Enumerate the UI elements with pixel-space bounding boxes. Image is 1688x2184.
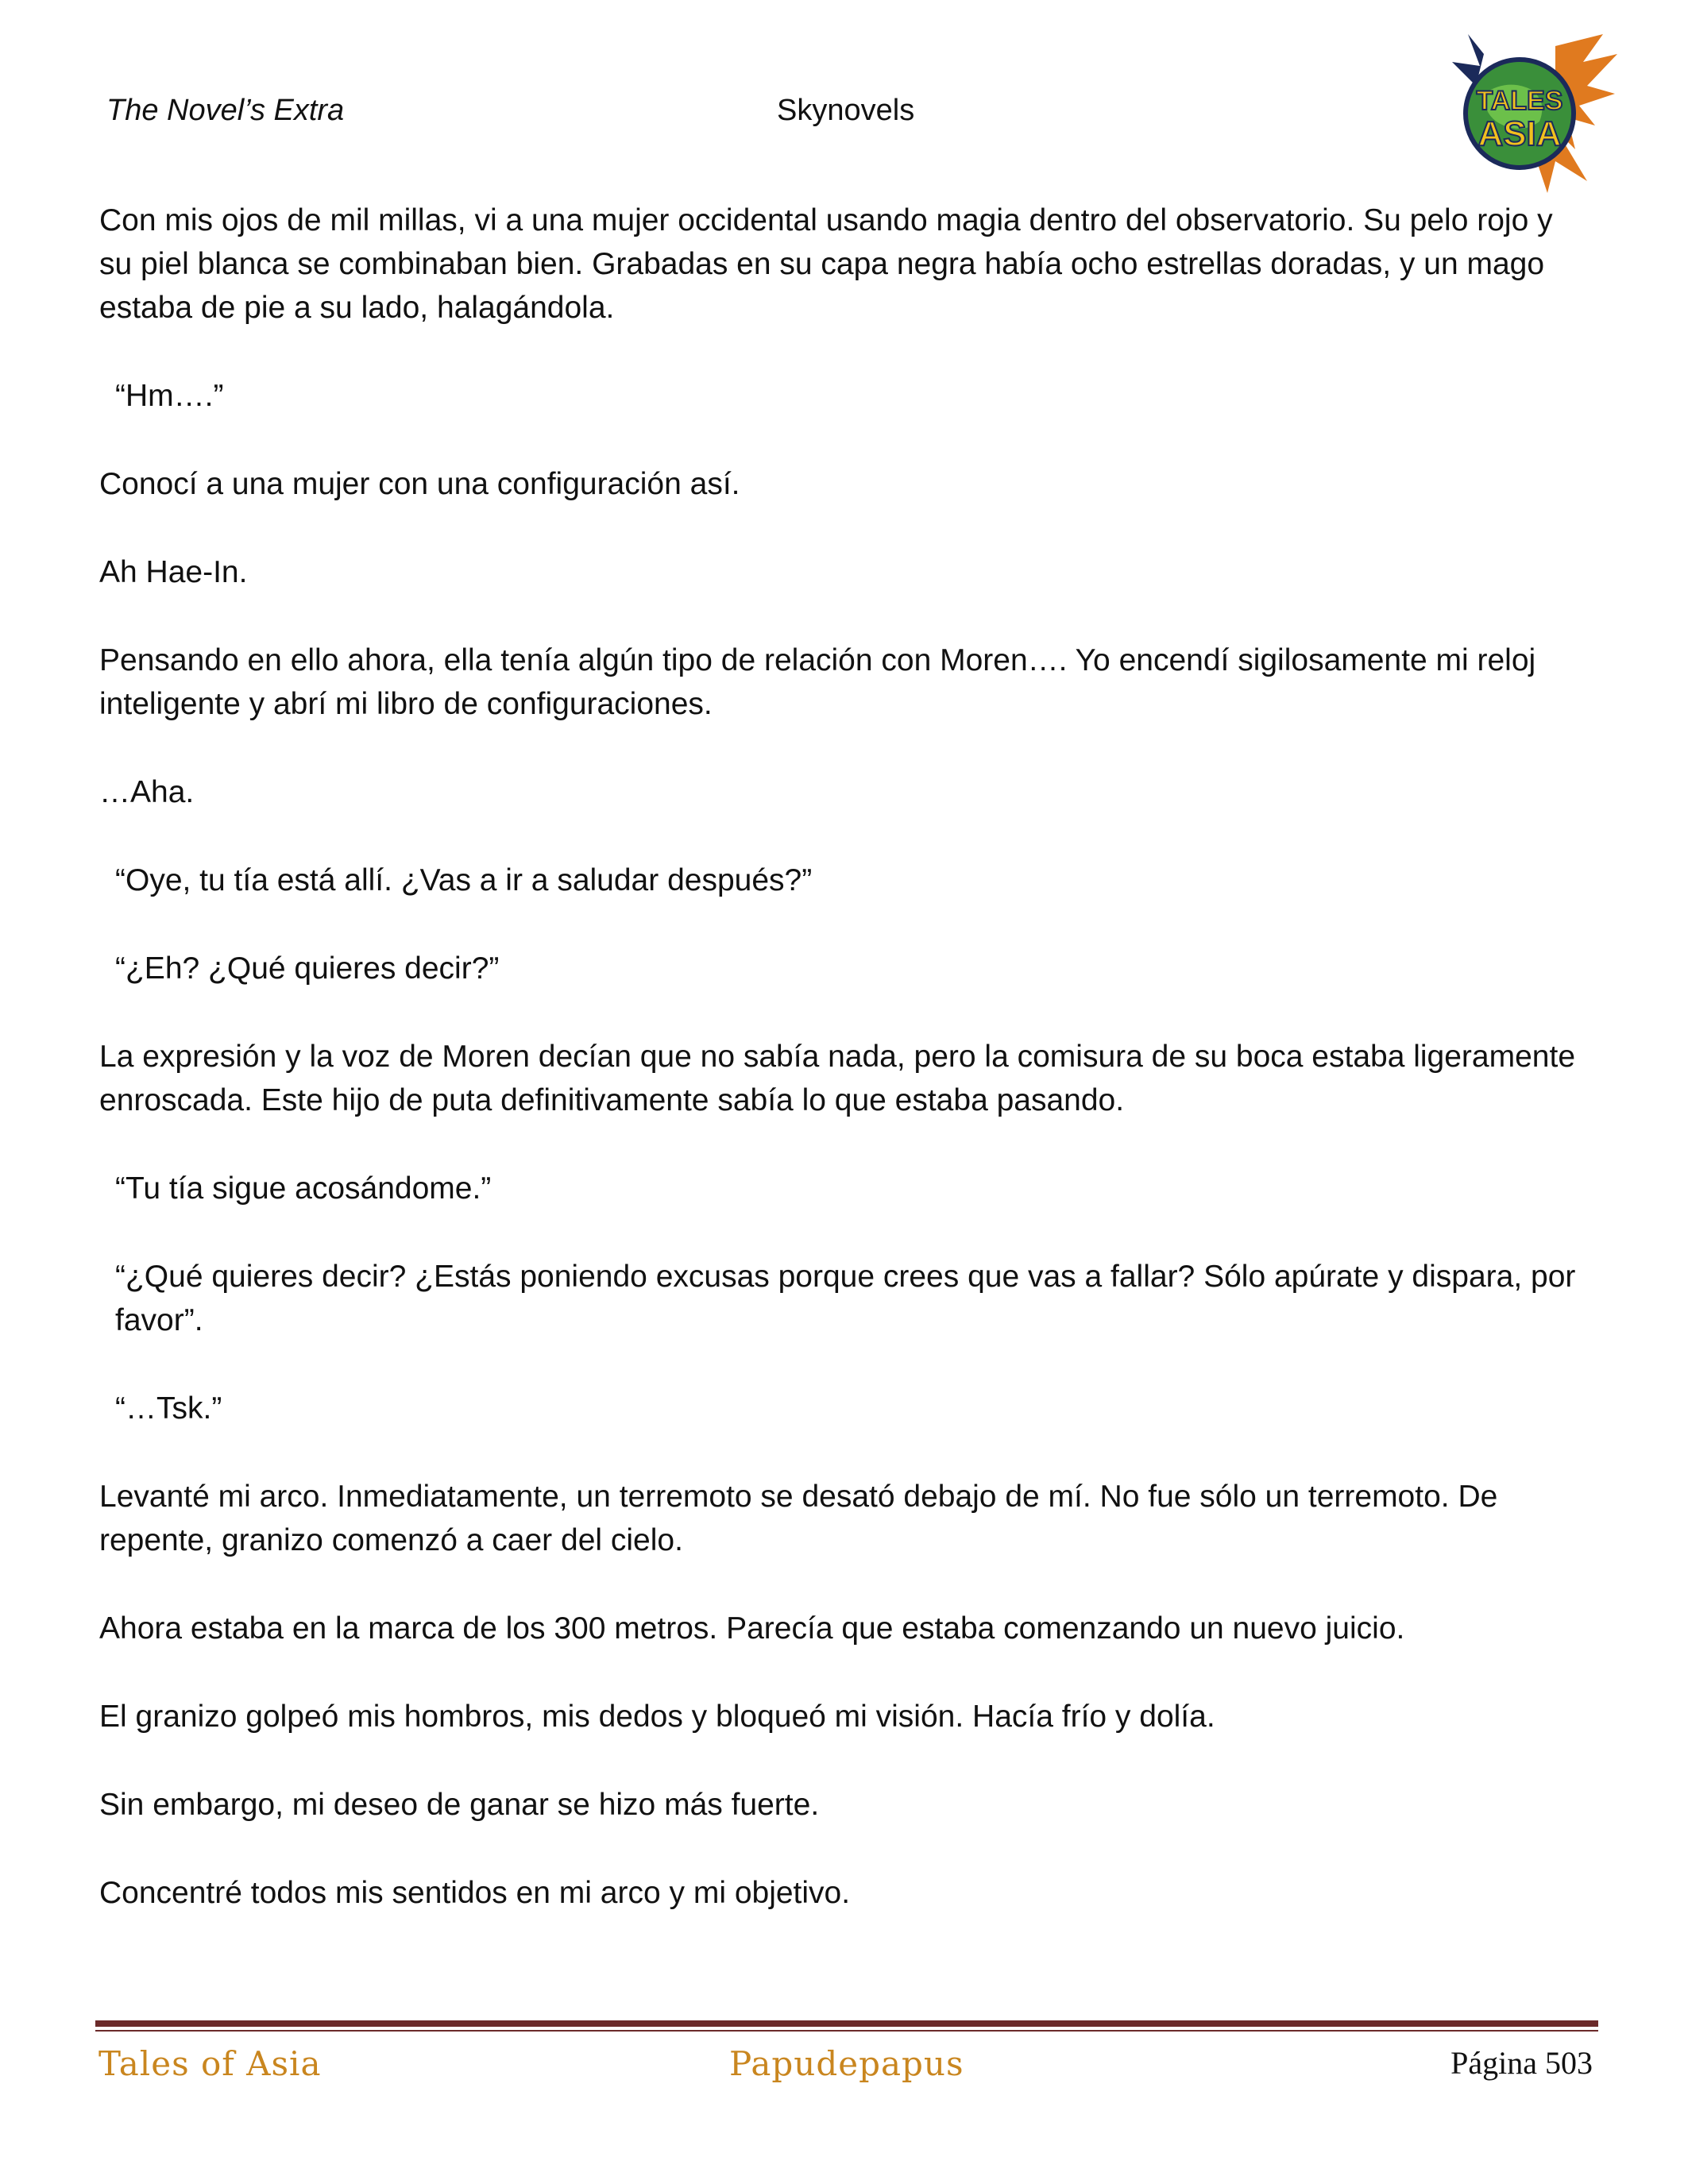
dialogue-line: “¿Qué quieres decir? ¿Estás poniendo excusas porque crees que vas a fallar? Sólo apúrate y dispara, por favor”.: [115, 1260, 1576, 1337]
logo-text-top: TALES: [1476, 86, 1563, 116]
dialogue-line: “Hm….”: [115, 379, 224, 413]
paragraph: El granizo golpeó mis hombros, mis dedos y bloqueó mi visión. Hacía frío y dolía.: [99, 1700, 1215, 1734]
dialogue-line: “Tu tía sigue acosándome.”: [115, 1171, 492, 1206]
footer-divider: [95, 2020, 1598, 2027]
dialogue-line: “…Tsk.”: [115, 1391, 222, 1426]
dialogue-line: “Oye, tu tía está allí. ¿Vas a ir a saludar después?”: [115, 863, 813, 897]
paragraph: La expresión y la voz de Moren decían que no sabía nada, pero la comisura de su boca estaba ligeramente enroscada. Este hijo de puta definitivamente sabía lo que estaba pasando.: [99, 1040, 1576, 1117]
tales-of-asia-logo: [1436, 30, 1620, 197]
paragraph: Ah Hae-In.: [99, 555, 248, 589]
paragraph: Concentré todos mis sentidos en mi arco y mi objetivo.: [99, 1876, 851, 1910]
paragraph: Pensando en ello ahora, ella tenía algún tipo de relación con Moren…. Yo encendí sigilosamente mi reloj inteligente y abrí mi libro de configuraciones.: [99, 643, 1536, 721]
paragraph: Sin embargo, mi deseo de ganar se hizo más fuerte.: [99, 1788, 820, 1822]
header-novel-title: The Novel’s Extra: [106, 94, 345, 127]
paragraph: Con mis ojos de mil millas, vi a una mujer occidental usando magia dentro del observatorio. Su pelo rojo y su piel blanca se combinaban bien. Grabadas en su capa negra había ocho estrellas doradas, y un mago estaba de pie a su lado, halagándola.: [99, 203, 1553, 325]
paragraph: Conocí a una mujer con una configuración así.: [99, 467, 740, 501]
paragraph: …Aha.: [99, 775, 195, 809]
chapter-body: [99, 199, 1585, 1959]
logo-text-bottom: ASIA: [1477, 114, 1562, 153]
footer-publisher: Tales of Asia: [98, 2044, 322, 2083]
footer-translator: Papudepapus: [729, 2044, 964, 2083]
dialogue-line: “¿Eh? ¿Qué quieres decir?”: [115, 951, 500, 986]
paragraph: Levanté mi arco. Inmediatamente, un terremoto se desató debajo de mí. No fue sólo un terremoto. De repente, granizo comenzó a caer del cielo.: [99, 1480, 1498, 1557]
header-site-name: Skynovels: [777, 94, 915, 127]
footer-divider-thin: [95, 2030, 1598, 2032]
page-number: Página 503: [1450, 2045, 1593, 2081]
paragraph: Ahora estaba en la marca de los 300 metros. Parecía que estaba comenzando un nuevo juicio.: [99, 1611, 1405, 1646]
